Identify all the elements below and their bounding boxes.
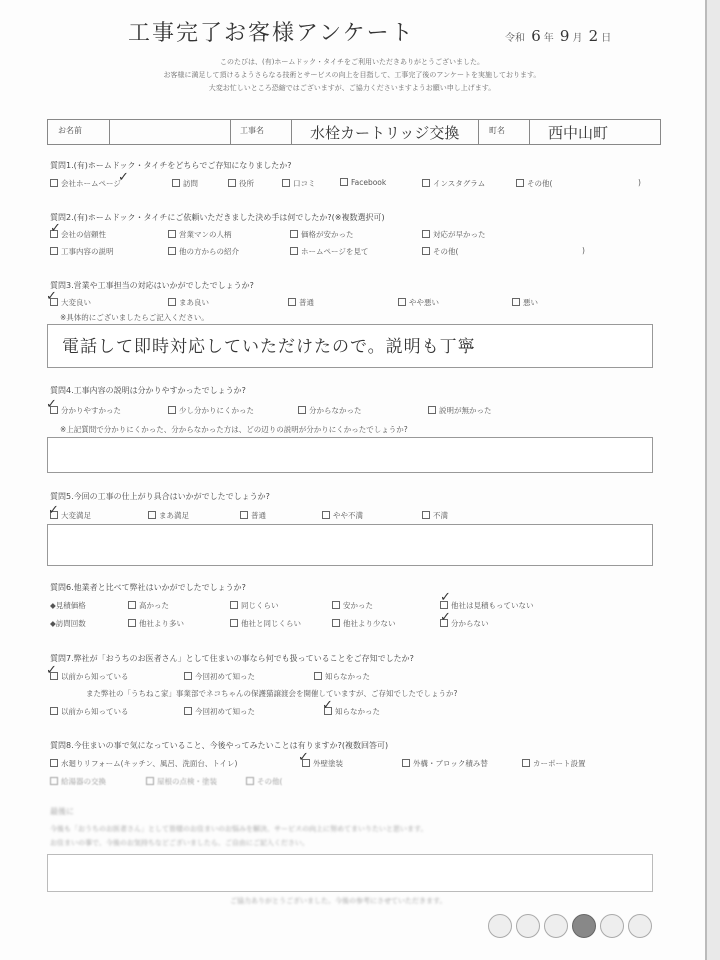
date-month: 9 [559, 27, 570, 45]
q8-option[interactable]: 屋根の点検・塗装 [146, 776, 217, 787]
stamp-icon [572, 914, 596, 938]
q6-option[interactable]: 分からない [440, 618, 489, 629]
q3-option[interactable]: やや悪い [398, 297, 439, 308]
q6-option[interactable]: 他社は見積もっていない [440, 600, 534, 611]
checkbox[interactable] [50, 707, 58, 715]
q7-question: 質問7.弊社が「おうちのお医者さん」として住まいの事なら何でも扱っていることをご存知でしたか? [50, 654, 414, 663]
checkbox[interactable] [128, 619, 136, 627]
q2-option[interactable]: 価格が安かった [290, 229, 354, 240]
scan-edge [707, 0, 720, 960]
checkbox[interactable] [290, 247, 298, 255]
comments-text2: お住まいの事で、今後のお気持ちなどございましたら、ご自由にご記入ください。 [50, 839, 309, 847]
checkbox[interactable] [398, 298, 406, 306]
q6-question: 質問6.他業者と比べて弊社はいかがでしたでしょうか? [50, 583, 246, 592]
q8-question: 質問8.今住まいの事で気になっていること、今後やってみたいことは有りますか?(複数回答可) [50, 741, 389, 750]
checkbox[interactable] [50, 247, 58, 255]
q1-option[interactable]: 口コミ [282, 178, 316, 189]
date-year-unit: 年 [543, 33, 554, 44]
name-field[interactable] [110, 120, 231, 144]
checkbox[interactable] [290, 230, 298, 238]
check-mark-icon: ✓ [440, 610, 451, 625]
date-day: 2 [588, 27, 599, 45]
q8-option[interactable]: その他( [246, 776, 282, 787]
checkbox[interactable] [422, 179, 430, 187]
checkbox[interactable] [422, 511, 430, 519]
q2-option[interactable]: ホームページを見て [290, 246, 368, 257]
stamp-icon [544, 914, 568, 938]
intro-text [72, 56, 632, 95]
q1-option-close: ) [638, 178, 641, 187]
check-mark-icon: ✓ [440, 590, 451, 605]
q2-option[interactable]: 営業マンの人柄 [168, 229, 232, 240]
q8-option[interactable]: 給湯器の交換 [50, 776, 106, 787]
q6-option[interactable]: 同じくらい [230, 600, 279, 611]
checkbox[interactable] [128, 601, 136, 609]
q4-sub: ※上記質問で分かりにくかった、分からなかった方は、どの辺りの説明が分かりにくかったでしょうか? [60, 425, 408, 434]
checkbox[interactable] [148, 511, 156, 519]
checkbox[interactable] [50, 777, 58, 785]
q2-option[interactable]: 他の方からの紹介 [168, 246, 239, 257]
checkbox[interactable] [340, 178, 348, 186]
checkbox[interactable] [184, 707, 192, 715]
checkbox[interactable] [230, 619, 238, 627]
comments-text1: 今後も「おうちのお医者さん」として皆様のお住まいのお悩みを解決、サービスの向上に努めてまいりたいと思います。 [50, 825, 428, 833]
q3-answer: 電話して即時対応していただけたので。説明も丁寧 [62, 337, 476, 357]
checkbox[interactable] [168, 230, 176, 238]
q7-option[interactable]: 以前から知っている [50, 706, 129, 717]
q5-option[interactable]: 大変満足 [50, 510, 91, 521]
q2-question: 質問2.(有)ホームドック・タイチにご依頼いただきました決め手は何でしたか?(※複数選択可) [50, 213, 385, 222]
q7-sub: また弊社の「うちねこ家」事業部でネコちゃんの保護猫譲渡会を開催していますが、ご存知でしたでしょうか? [86, 689, 458, 698]
stamp-icon [628, 914, 652, 938]
q6-option[interactable]: 安かった [332, 600, 373, 611]
checkbox[interactable] [168, 406, 176, 414]
checkbox[interactable] [282, 179, 290, 187]
survey-date [505, 27, 611, 45]
q4-option[interactable]: 少し分かりにくかった [168, 405, 254, 416]
q1-option[interactable]: インスタグラム [422, 178, 485, 189]
checkbox[interactable] [168, 298, 176, 306]
q7-option[interactable]: 以前から知っている [50, 671, 129, 682]
checkbox[interactable] [402, 759, 410, 767]
q2-option[interactable]: 対応が早かった [422, 229, 486, 240]
q4-option[interactable]: 説明が無かった [428, 405, 492, 416]
checkbox[interactable] [168, 247, 176, 255]
checkbox[interactable] [332, 601, 340, 609]
checkbox[interactable] [240, 511, 248, 519]
check-mark-icon: ✓ [118, 170, 129, 185]
q7-option[interactable]: 今回初めて知った [184, 671, 255, 682]
q4-answer-box[interactable] [47, 437, 653, 473]
checkbox[interactable] [298, 406, 306, 414]
q2-option[interactable]: 工事内容の説明 [50, 246, 114, 257]
checkbox[interactable] [50, 759, 58, 767]
checkbox[interactable] [428, 406, 436, 414]
q5-option[interactable]: まあ満足 [148, 510, 189, 521]
q1-option[interactable]: 役所 [228, 178, 254, 189]
q7-option[interactable]: 知らなかった [324, 706, 380, 717]
check-mark-icon: ✓ [46, 663, 57, 678]
check-mark-icon: ✓ [322, 698, 333, 713]
q1-option[interactable]: 訪問 [172, 178, 198, 189]
q6-option[interactable]: 高かった [128, 600, 169, 611]
checkbox[interactable] [288, 298, 296, 306]
date-era: 令和 [505, 33, 525, 44]
q1-option[interactable]: Facebook [340, 178, 386, 187]
q7-option[interactable]: 今回初めて知った [184, 706, 255, 717]
footer-text: ご協力ありがとうございました。今後の参考にさせていただきます。 [230, 897, 447, 905]
q4-option[interactable]: 分かりやすかった [50, 405, 121, 416]
q3-option[interactable]: 大変良い [50, 297, 91, 308]
q5-option[interactable]: 普通 [240, 510, 266, 521]
q8-option[interactable]: カーポート設置 [522, 758, 586, 769]
customer-info-row [47, 119, 661, 145]
comments-box[interactable] [47, 854, 653, 892]
q1-option[interactable]: 会社ホームページ [50, 178, 121, 189]
check-mark-icon: ✓ [48, 503, 59, 518]
checkbox[interactable] [246, 777, 254, 785]
q4-option[interactable]: 分からなかった [298, 405, 362, 416]
q6-option[interactable]: 他社と同じくらい [230, 618, 301, 629]
date-day-unit: 日 [601, 33, 612, 44]
work-label: 工事名 [230, 120, 292, 144]
q2-option[interactable]: 会社の信頼性 [50, 229, 106, 240]
checkbox[interactable] [172, 179, 180, 187]
q8-option[interactable]: 水廻りリフォーム(キッチン、風呂、洗面台、トイレ) [50, 758, 237, 769]
town-value: 西中山町 [548, 124, 609, 142]
q8-option[interactable]: 外構・ブロック積み替 [402, 758, 488, 769]
checkbox[interactable] [522, 759, 530, 767]
checkbox[interactable] [332, 619, 340, 627]
checkbox[interactable] [322, 511, 330, 519]
town-label: 町名 [478, 120, 530, 144]
q2-option[interactable]: その他( [422, 246, 458, 257]
q6-row2-label: ◆訪問回数 [50, 619, 86, 628]
q3-option[interactable]: 悪い [512, 297, 538, 308]
q3-sub: ※具体的にございましたらご記入ください。 [60, 313, 209, 322]
q6-row1-label: ◆見積価格 [50, 601, 86, 610]
date-year: 6 [531, 27, 541, 45]
stamp-icon [488, 914, 512, 938]
q7-option[interactable]: 知らなかった [314, 671, 370, 682]
checkbox[interactable] [230, 601, 238, 609]
q2-option-close: ) [582, 246, 585, 255]
checkbox[interactable] [516, 179, 524, 187]
stamp-icon [516, 914, 540, 938]
checkbox[interactable] [146, 777, 154, 785]
date-month-unit: 月 [572, 33, 583, 44]
intro-line: このたびは、(有)ホームドック・タイチをご利用いただきありがとうございました。 [219, 58, 485, 66]
checkbox[interactable] [422, 230, 430, 238]
q3-question: 質問3.営業や工事担当の対応はいかがでしたでしょうか? [50, 281, 254, 290]
q3-option[interactable]: まあ良い [168, 297, 209, 308]
q5-answer-box[interactable] [47, 524, 653, 566]
check-mark-icon: ✓ [50, 221, 61, 236]
checkbox[interactable] [314, 672, 322, 680]
checkbox[interactable] [50, 179, 58, 187]
check-mark-icon: ✓ [46, 289, 57, 304]
stamp-icon [600, 914, 624, 938]
q5-question: 質問5.今回の工事の仕上がり具合はいかがでしたでしょうか? [50, 492, 270, 501]
intro-line: 大変お忙しいところ恐縮ではございますが、ご協力くださいますようお願い申し上げます。 [208, 84, 496, 92]
survey-title: 工事完了お客様アンケート [128, 21, 415, 46]
name-label: お名前 [48, 120, 110, 144]
work-value: 水栓カートリッジ交換 [310, 124, 460, 142]
q8-option[interactable]: 外壁塗装 [302, 758, 343, 769]
checkbox[interactable] [228, 179, 236, 187]
intro-line: お客様に満足して頂けるようさらなる技術とサービスの向上を目指して、工事完了後のアンケートを実施しております。 [163, 71, 541, 79]
check-mark-icon: ✓ [298, 750, 309, 765]
checkbox[interactable] [512, 298, 520, 306]
q3-option[interactable]: 普通 [288, 297, 314, 308]
q5-option[interactable]: 不満 [422, 510, 448, 521]
checkbox[interactable] [184, 672, 192, 680]
check-mark-icon: ✓ [46, 397, 57, 412]
q1-option[interactable]: その他( [516, 178, 552, 189]
checkbox[interactable] [422, 247, 430, 255]
q6-option[interactable]: 他社より多い [128, 618, 184, 629]
q5-option[interactable]: やや不満 [322, 510, 363, 521]
q1-question: 質問1.(有)ホームドック・タイチをどちらでご存知になりましたか? [50, 161, 292, 170]
q4-question: 質問4.工事内容の説明は分かりやすかったでしょうか? [50, 386, 246, 395]
comments-label: 最後に [50, 807, 74, 816]
q6-option[interactable]: 他社より少ない [332, 618, 396, 629]
